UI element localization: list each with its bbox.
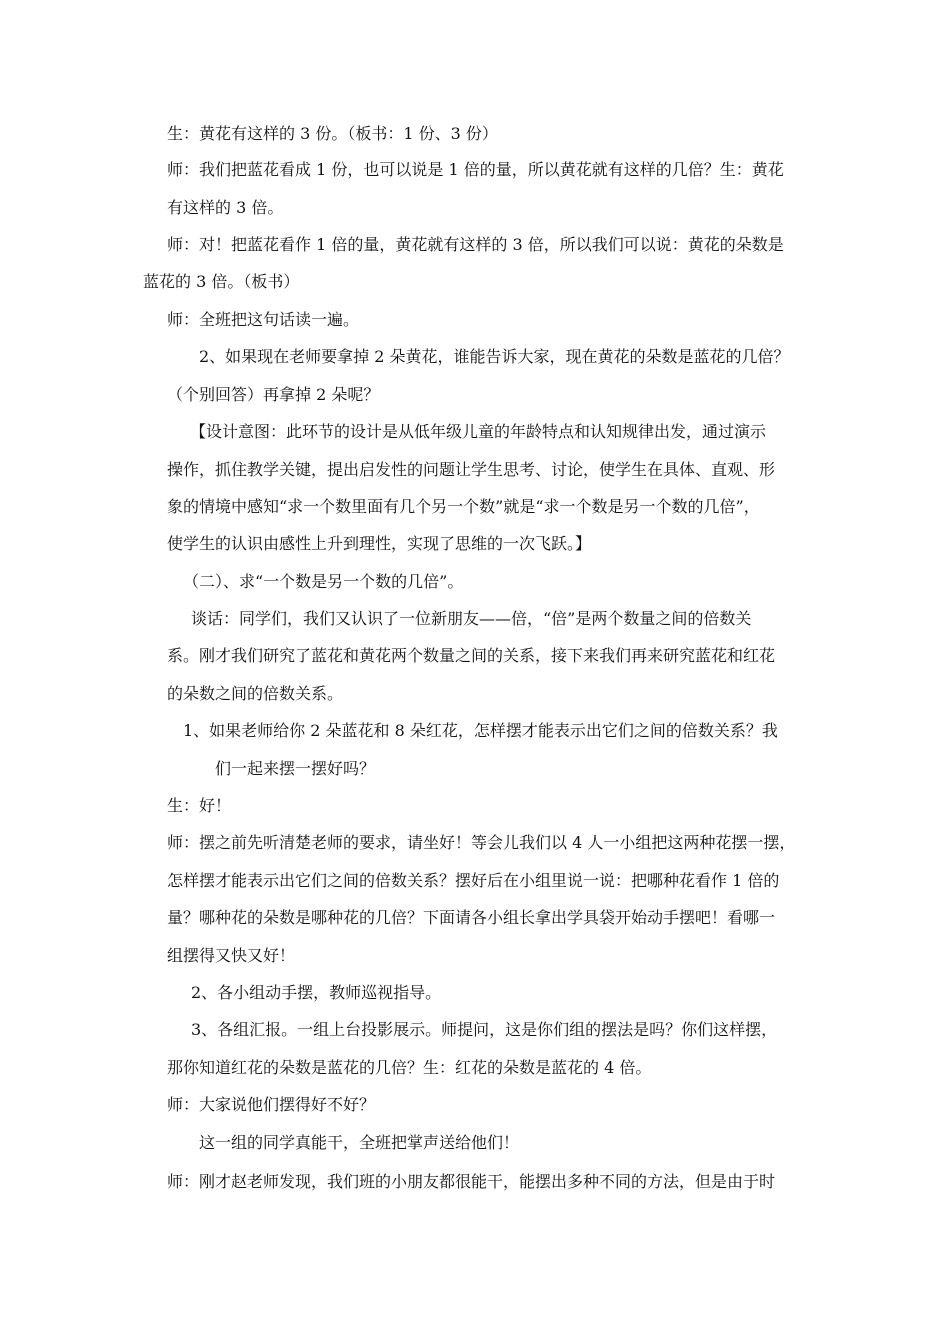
text-line: 操作，抓住教学关键，提出启发性的问题让学生思考、讨论，使学生在具体、直观、形 — [167, 460, 776, 479]
text-line: 的朵数之间的倍数关系。 — [167, 684, 344, 703]
text-line: 师：大家说他们摆得好不好？ — [167, 1095, 376, 1114]
text-line: 师：刚才赵老师发现，我们班的小朋友都很能干，能摆出多种不同的方法，但是由于时 — [167, 1172, 776, 1191]
text-line: 2、如果现在老师要拿掉 2 朵黄花，谁能告诉大家，现在黄花的朵数是蓝花的几倍？ — [199, 347, 790, 366]
text-line: 怎样摆才能表示出它们之间的倍数关系？摆好后在小组里说一说：把哪种花看作 1 倍的 — [167, 871, 780, 890]
text-line: 师：对！把蓝花看作 1 倍的量，黄花就有这样的 3 倍，所以我们可以说：黄花的朵数是 — [167, 235, 784, 254]
text-line: 【设计意图：此环节的设计是从低年级儿童的年龄特点和认知规律出发，通过演示 — [190, 422, 767, 441]
text-line: 3、各组汇报。一组上台投影展示。师提问，这是你们组的摆法是吗？你们这样摆， — [191, 1020, 778, 1039]
text-line: 生：黄花有这样的 3 份。（板书：1 份、3 份） — [167, 124, 498, 143]
text-line: 组摆得又快又好！ — [167, 946, 296, 965]
text-line: 使学生的认识由感性上升到理性，实现了思维的一次飞跃。】 — [167, 534, 592, 553]
text-line: 1、如果老师给你 2 朵蓝花和 8 朵红花，怎样摆才能表示出它们之间的倍数关系？我 — [183, 721, 778, 740]
text-line: 蓝花的 3 倍。（板书） — [143, 272, 300, 291]
text-line: 系。刚才我们研究了蓝花和黄花两个数量之间的关系，接下来我们再来研究蓝花和红花 — [167, 646, 776, 665]
text-line: 有这样的 3 倍。 — [167, 198, 284, 217]
text-line: 师：我们把蓝花看成 1 份，也可以说是 1 倍的量，所以黄花就有这样的几倍？生：黄花 — [167, 160, 784, 179]
text-line: 那你知道红花的朵数是蓝花的几倍？生：红花的朵数是蓝花的 4 倍。 — [167, 1058, 652, 1077]
text-line: （个别回答）再拿掉 2 朵呢？ — [167, 385, 380, 404]
text-line: 2、各小组动手摆，教师巡视指导。 — [191, 983, 442, 1002]
text-line: 师：摆之前先听清楚老师的要求，请坐好！等会儿我们以 4 人一小组把这两种花摆一摆， — [167, 833, 796, 852]
section-heading: （二）、求“一个数是另一个数的几倍”。 — [183, 572, 464, 591]
text-line: 谈话：同学们，我们又认识了一位新朋友——倍，“倍”是两个数量之间的倍数关 — [191, 609, 752, 628]
text-line: 师：全班把这句话读一遍。 — [167, 310, 360, 329]
text-line: 们一起来摆一摆好吗？ — [215, 759, 376, 778]
text-line: 量？哪种花的朵数是哪种花的几倍？下面请各小组长拿出学具袋开始动手摆吧！看哪一 — [167, 908, 776, 927]
text-line: 生：好！ — [167, 796, 232, 815]
text-line: 这一组的同学真能干，全班把掌声送给他们！ — [199, 1133, 520, 1152]
text-line: 象的情境中感知“求一个数里面有几个另一个数”就是“求一个数是另一个数的几倍”， — [167, 497, 760, 516]
